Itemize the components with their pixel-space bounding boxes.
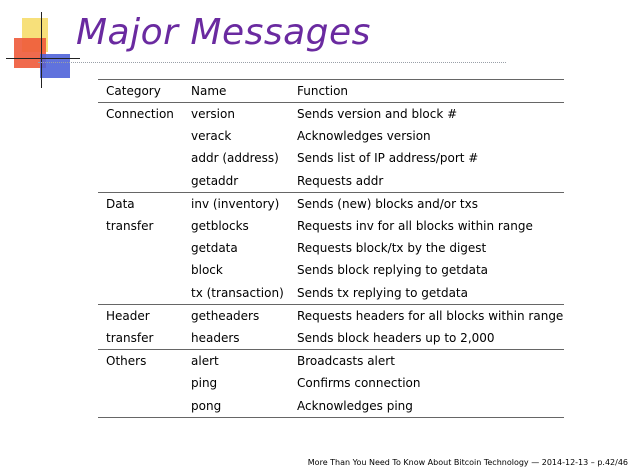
cell-function: Requests headers for all blocks within range xyxy=(289,304,564,327)
table-row xyxy=(98,259,564,281)
table-header-row xyxy=(98,80,564,103)
table-row xyxy=(98,192,564,215)
cell-name: getdata xyxy=(191,241,238,256)
cell-function: Sends tx replying to getdata xyxy=(297,285,468,300)
header-category: Category xyxy=(98,80,183,103)
header-function: Function xyxy=(289,80,564,103)
cell-name: getblocks xyxy=(191,219,249,234)
table-row xyxy=(98,350,564,373)
cell-function: Confirms connection xyxy=(297,376,421,391)
cell-category xyxy=(98,125,183,147)
cell-category xyxy=(98,237,183,259)
cell-category xyxy=(98,394,183,417)
cell-function: Acknowledges ping xyxy=(289,394,564,417)
cell-function: Sends (new) blocks and/or txs xyxy=(289,192,564,215)
cell-category xyxy=(98,282,183,305)
cell-name: pong xyxy=(183,394,289,417)
cell-function: Requests inv for all blocks within range xyxy=(297,219,533,234)
cell-name: headers xyxy=(191,330,240,345)
cell-name: getaddr xyxy=(191,173,239,188)
slide-footer: More Than You Need To Know About Bitcoin Technology — 2014-12-13 – p.42/46 xyxy=(307,458,628,467)
cell-function: Sends list of IP address/port # xyxy=(297,151,479,166)
cell-function: Sends block replying to getdata xyxy=(297,263,489,278)
table-row xyxy=(98,304,564,327)
cell-function: Sends version and block # xyxy=(297,107,458,122)
slide-logo xyxy=(0,0,80,90)
cell-category xyxy=(98,372,183,394)
logo-vertical-line xyxy=(41,12,42,88)
cell-name: alert xyxy=(183,350,289,373)
cell-category: transfer xyxy=(106,330,154,345)
table-row xyxy=(98,170,564,193)
cell-name: addr (address) xyxy=(191,151,279,166)
cell-function: Broadcasts alert xyxy=(289,350,564,373)
table-row xyxy=(98,394,564,417)
cell-name: version xyxy=(191,107,235,122)
page-title: Major Messages xyxy=(76,12,371,53)
table-row xyxy=(98,372,564,394)
cell-function: Sends block headers up to 2,000 xyxy=(297,330,495,345)
cell-category: Others xyxy=(98,350,183,373)
cell-name: ping xyxy=(191,376,218,391)
table-row xyxy=(98,103,564,126)
cell-function: Requests addr xyxy=(297,173,384,188)
table-row xyxy=(98,147,564,169)
cell-category xyxy=(98,259,183,281)
table-row xyxy=(98,282,564,305)
messages-table xyxy=(98,79,564,418)
cell-category: Connection xyxy=(106,107,174,122)
table-row xyxy=(98,237,564,259)
cell-name: inv (inventory) xyxy=(183,192,289,215)
cell-name: block xyxy=(191,263,223,278)
title-divider xyxy=(38,62,506,63)
table-row xyxy=(98,215,564,237)
table-row xyxy=(98,327,564,350)
table-row xyxy=(98,125,564,147)
cell-name: verack xyxy=(191,129,232,144)
cell-category: Data xyxy=(98,192,183,215)
cell-function: Requests block/tx by the digest xyxy=(297,241,487,256)
cell-function: Acknowledges version xyxy=(297,129,431,144)
cell-name: getheaders xyxy=(183,304,289,327)
cell-category xyxy=(98,170,183,193)
cell-name: tx (transaction) xyxy=(191,285,284,300)
cell-category xyxy=(98,147,183,169)
cell-category: Header xyxy=(98,304,183,327)
cell-category: transfer xyxy=(106,219,154,234)
logo-horizontal-line xyxy=(6,58,80,59)
header-name: Name xyxy=(183,80,289,103)
